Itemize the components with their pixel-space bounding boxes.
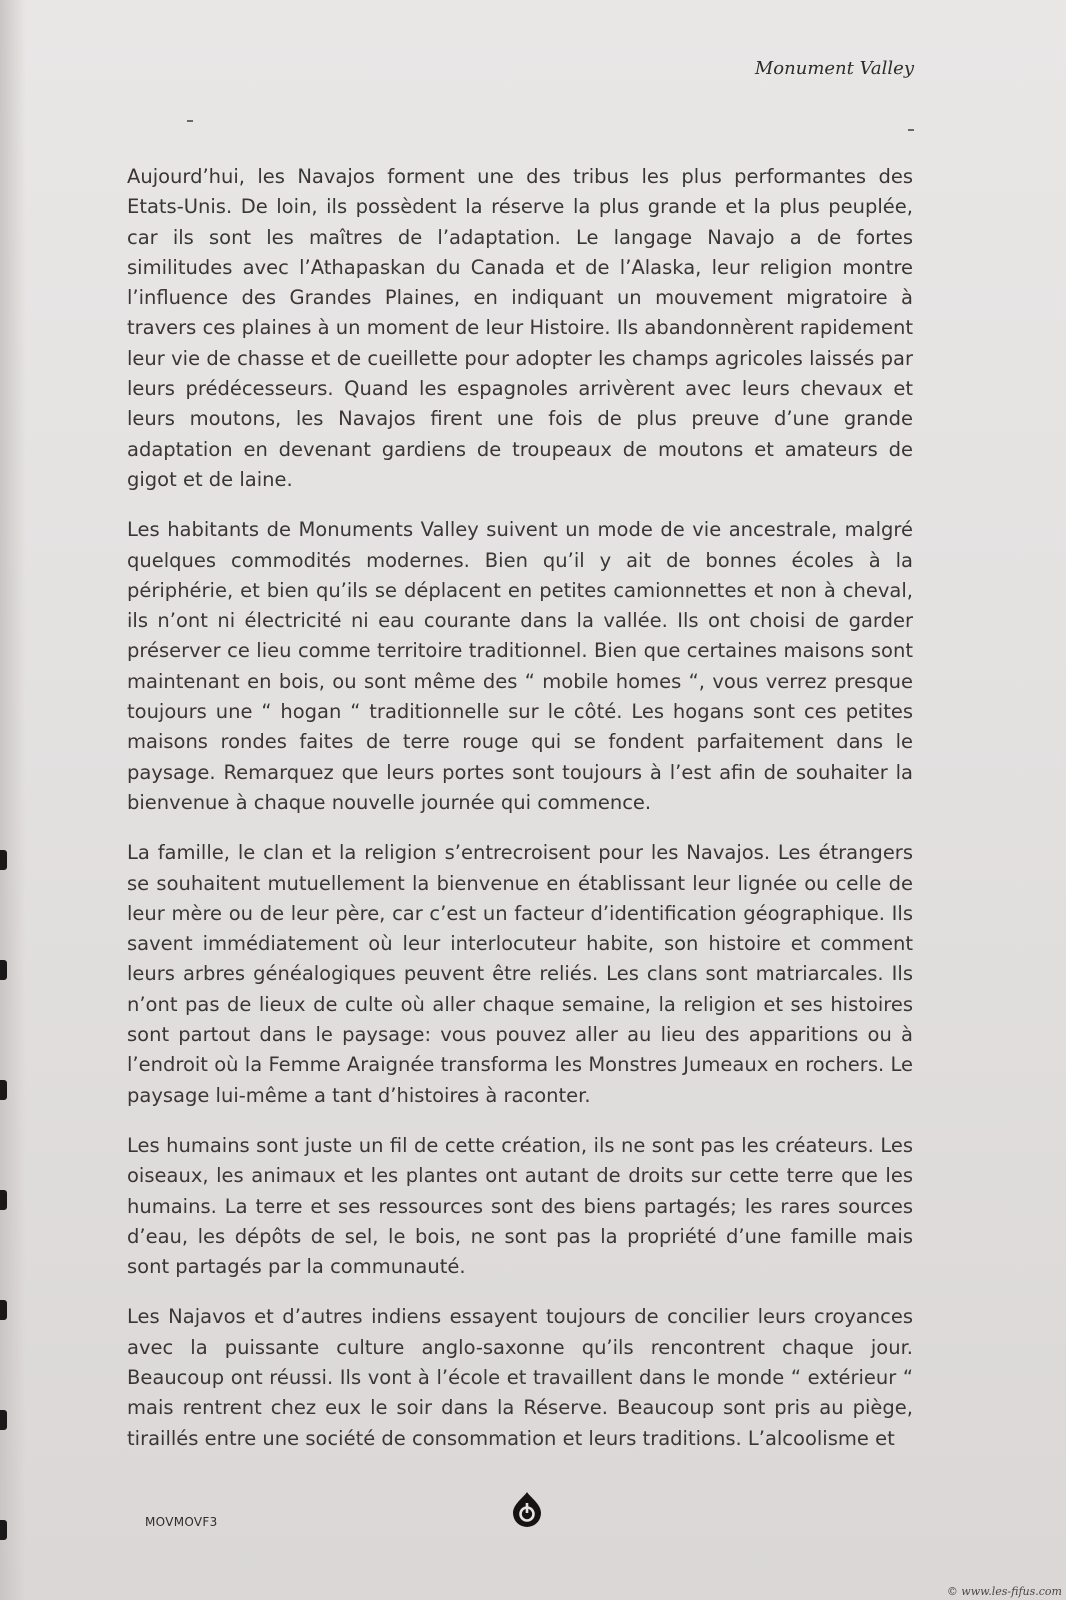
paragraph: Aujourd’hui, les Navajos forment une des tribus les plus performantes des Etats-Unis. De loin, ils possèdent la réserve la plus grande et la plus peuplée, car ils sont les maîtres de l’adaptation. Le langage Navajo a de fortes similitudes avec l’Athapaskan du Canada et de l’Alaska, leur religion montre l’influence des Grandes Plaines, en indiquant un mouvement migratoire à travers ces plaines à un moment de leur Histoire. Ils abandonnèrent rapidement leur vie de chasse et de cueillette pour adopter les champs agricoles laissés par leurs prédécesseurs. Quand les espagnoles arrivèrent avec leurs chevaux et leurs moutons, les Navajos firent une fois de plus preuve d’une grande adaptation en devenant gardiens de troupeaux de moutons et amateurs de gigot et de laine. [127, 165, 913, 491]
binding-hole [0, 850, 7, 870]
binding-hole [0, 1520, 7, 1540]
binding-hole [0, 1300, 7, 1320]
page-code: MOVMOVF3 [145, 1515, 218, 1529]
binding-hole [0, 1190, 7, 1210]
paragraph: La famille, le clan et la religion s’entrecroisent pour les Navajos. Les étrangers se souhaitent mutuellement la bienvenue en établissant leur lignée ou celle de leur mère ou de leur père, car c’est un facteur d’identification géographique. Ils savent immédiatement où leur interlocuteur habite, son histoire et comment leurs arbres généalogiques peuvent être reliés. Les clans sont matriarcales. Ils n’ont pas de lieux de culte où aller chaque semaine, la religion et ses histoires sont partout dans le paysage: vous pouvez aller au lieu des apparitions ou à l’endroit où la Femme Araignée transforma les Monstres Jumeaux en rochers. Le paysage lui-même a tant d’histoires à raconter. [127, 841, 913, 1107]
binding-hole [0, 1080, 7, 1100]
crop-mark [187, 120, 193, 122]
paragraph: Les habitants de Monuments Valley suivent un mode de vie ancestrale, malgré quelques commodités modernes. Bien qu’il y ait de bonnes écoles à la périphérie, et bien qu’ils se déplacent en petites camionnettes et non à cheval, ils n’ont ni électricité ni eau courante dans la vallée. Ils ont choisi de garder préserver ce lieu comme territoire traditionnel. Bien que certaines maisons sont maintenant en bois, ou sont même des “ mobile homes “, vous verrez presque toujours une “ hogan “ traditionnelle sur le côté. Les hogans sont ces petites maisons rondes faites de terre rouge qui se fondent parfaitement dans le paysage. Remarquez que leurs portes sont toujours à l’est afin de souhaiter la bienvenue à chaque nouvelle journée qui commence. [127, 518, 913, 814]
running-header: Monument Valley [754, 58, 914, 79]
page-edge-shadow [0, 0, 26, 1600]
binding-hole [0, 1410, 7, 1430]
power-drop-logo-icon [509, 1490, 545, 1528]
paragraph: Les Najavos et d’autres indiens essayent toujours de concilier leurs croyances avec la puissante culture anglo-saxonne qu’ils rencontrent chaque jour. Beaucoup ont réussi. Ils vont à l’école et travaillent dans le monde “ extérieur “ mais rentrent chez eux le soir dans la Réserve. Beaucoup sont pris au piège, tiraillés entre une société de consommation et leurs traditions. L’alcoolisme et [127, 1305, 913, 1450]
binding-hole [0, 960, 7, 980]
crop-mark [908, 129, 914, 131]
paragraph: Les humains sont juste un fil de cette création, ils ne sont pas les créateurs. Les oiseaux, les animaux et les plantes ont autant de droits sur cette terre que les humains. La terre et ses ressources sont des biens partagés; les rares sources d’eau, les dépôts de sel, le bois, ne sont pas la propriété d’une famille mais sont partagés par la communauté. [127, 1133, 913, 1279]
watermark: © www.les-fifus.com [946, 1585, 1062, 1598]
body-text [127, 162, 913, 1474]
